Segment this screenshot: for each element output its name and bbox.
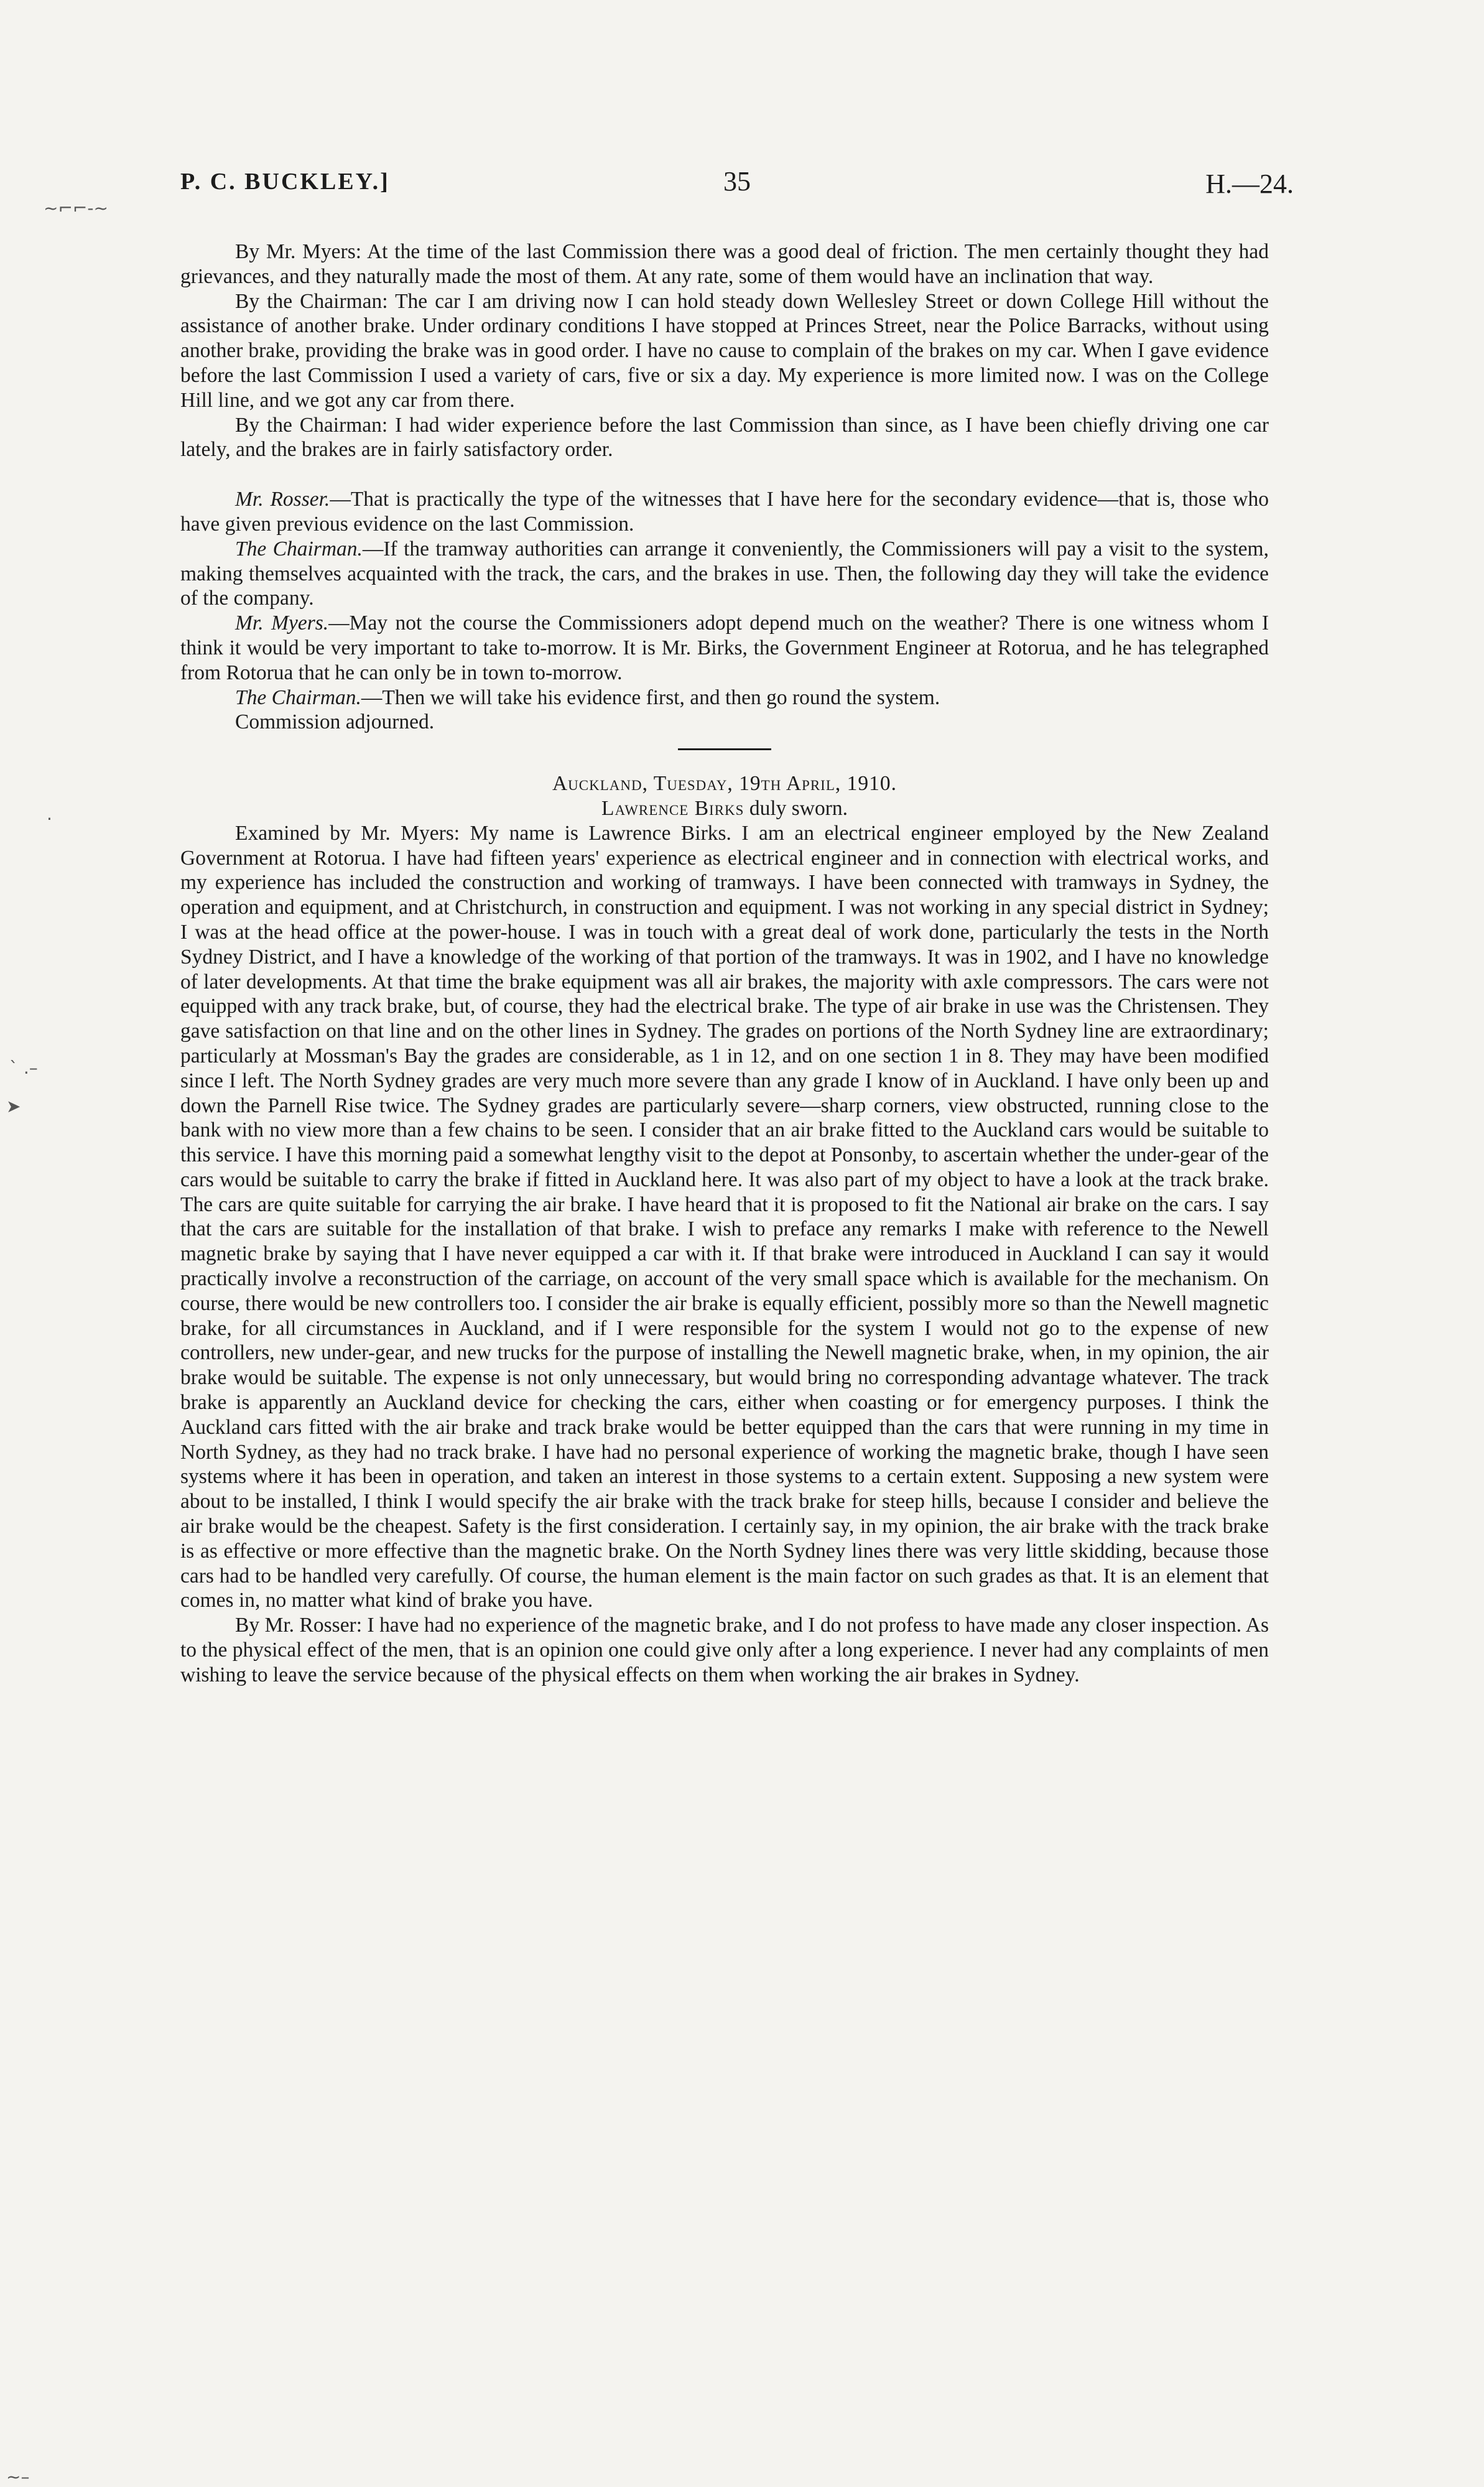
paragraph: Commission adjourned. xyxy=(235,710,435,734)
witness-name: Lawrence Birks xyxy=(601,796,744,820)
margin-mark: ~⌐⌐-~ xyxy=(44,198,108,218)
speech-text: —Then we will take his evidence first, and then go round the system. xyxy=(361,686,940,709)
paragraph: Examined by Mr. Myers: My name is Lawrence Birks. I am an electrical engineer employed by the New Zealand Government at Rotorua. I have had fifteen years' experience as electrical engineer and in connection with electrical works, and my experience has included the construction and working of tramways. I have been connected with tramways in Sydney, the operation and equipment, and at Christchurch, in construction and equipment. I was not working in any special district in Sydney; I was at the head office at the power-house. I was in touch with a great deal of work done, particularly the tests in the North Sydney District, and I have a knowledge of the working of that portion of the tramways. It was in 1902, and I have no knowledge of later developments. At that time the brake equipment was all air brakes, the majority with axle compressors. The cars were not equipped with any track brake, but, of course, they had the electrical brake. The type of air brake in use was the Christensen. They gave satisfaction on that line and on the other lines in Sydney. The grades on portions of the North Sydney line are extraordinary; particularly at Mossman's Bay the grades are considerable, as 1 in 12, and on one section 1 in 8. They may have been modified since I left. The North Sydney grades are very much more severe than any grade I know of in Auckland. I have only been up and down the Parnell Rise twice. The Sydney grades are particularly severe—sharp corners, view obstructed, running close to the bank with no view more than a few chains to be seen. I consider that an air brake fitted to the Auckland cars would be suitable to this service. I have this morning paid a somewhat lengthy visit to the depot at Ponsonby, to ascertain whether the under-gear of the cars would be suitable to carry the brake if fitted in Auckland here. It was also part of my object to have a look at the track brake. The cars are quite suitable for carrying the air brake. I have heard that it is proposed to fit the National air brake on the cars. I say that the cars are suitable for the installation of that brake. I wish to preface any remarks I make with reference to the Newell magnetic brake by saying that I have never equipped a car with it. If that brake were introduced in Auckland I can say it would practically involve a reconstruction of the carriage, on account of the very small space which is available for the mechanism. On course, there would be new controllers too. I consider the air brake is equally efficient, possibly more so than the Newell magnetic brake, for all circumstances in Auckland, and if I were responsible for the system I would not go to the expense of new controllers, new under-gear, and new trucks for the purpose of installing the Newell magnetic brake, when, in my opinion, the air brake would be suitable. The expense is not only unnecessary, but would bring no corresponding advantage whatever. The track brake is apparently an Auckland device for checking the cars, either when coasting or for emergency purposes. I think the Auckland cars fitted with the air brake and track brake would be better equipped than the cars that were running in my time in North Sydney, as they had no track brake. I have had no personal experience of working the magnetic brake, though I have seen systems where it has been in operation, and taken an interest in those systems to a certain extent. Supposing a new system were about to be installed, I think I would specify the air brake with the track brake for steep hills, because I consider and believe the air brake would be the cheapest. Safety is the first consideration. I certainly say, in my opinion, the air brake with the track brake is as effective or more effective than the magnetic brake. On the North Sydney lines there was very little skidding, because those cars had to be handled very carefully. Of course, the human element is the main factor on such grades as that. It is an element that comes in, no matter what kind of brake you have. xyxy=(180,821,1269,1612)
speaker-label: Mr. Rosser. xyxy=(235,488,330,511)
paragraph: By Mr. Rosser: I have had no experience of the magnetic brake, and I do not profess to have made any closer inspection. As to the physical effect of the men, that is an opinion one could give only after a long experience. I never had any complaints of men wishing to leave the service because of the physical effects on them when working the air brakes in Sydney. xyxy=(180,1614,1269,1686)
speech-text: —If the tramway authorities can arrange it conveniently, the Commissioners will pay a visit to the system, making themselves acquainted with the track, the cars, and the brakes in use. Then, the following day they will take the evidence of the company. xyxy=(180,537,1269,610)
session-heading: Auckland, Tuesday, 19th April, 1910. xyxy=(552,772,897,796)
document-reference: H.—24. xyxy=(1205,169,1294,199)
speaker-label: Mr. Myers. xyxy=(235,611,329,635)
witness-heading xyxy=(180,796,1269,821)
margin-mark: · xyxy=(47,809,52,829)
witness-sworn: duly sworn. xyxy=(744,796,848,820)
paragraph: By Mr. Myers: At the time of the last Commission there was a good deal of friction. The men certainly thought they had grievances, and they naturally made the most of them. At any rate, some of them would have an inclination that way. xyxy=(180,240,1269,288)
speaker-label: The Chairman. xyxy=(235,686,361,709)
margin-mark: ➤ xyxy=(6,1096,21,1117)
margin-mark: ˋ .– xyxy=(9,1058,38,1078)
paragraph: By the Chairman: I had wider experience before the last Commission than since, as I have been chiefly driving one car lately, and the brakes are in fairly satisfactory order. xyxy=(180,413,1269,462)
speech-text: —That is practically the type of the witnesses that I have here for the secondary evidence—that is, those who have given previous evidence on the last Commission. xyxy=(180,488,1269,536)
header-witness-name: P. C. BUCKLEY.] xyxy=(180,169,390,195)
page-number: 35 xyxy=(723,166,751,197)
margin-mark: ~– xyxy=(6,2466,30,2487)
paragraph: By the Chairman: The car I am driving now I can hold steady down Wellesley Street or down College Hill without the assistance of another brake. Under ordinary conditions I have stopped at Princes Street, near the Police Barracks, without using another brake, providing the brake was in good order. I have no cause to complain of the brakes on my car. When I gave evidence before the last Commission I used a variety of cars, five or six a day. My experience is more limited now. I was on the College Hill line, and we got any car from there. xyxy=(180,289,1269,412)
page-header xyxy=(180,168,1294,205)
section-divider xyxy=(678,748,771,750)
paragraph xyxy=(180,537,1269,611)
paragraph xyxy=(180,686,1269,710)
paragraph xyxy=(180,611,1269,685)
document-body xyxy=(180,239,1269,1688)
paragraph xyxy=(180,487,1269,537)
speech-text: —May not the course the Commissioners adopt depend much on the weather? There is one witness whom I think it would be very important to take to-morrow. It is Mr. Birks, the Government Engineer at Rotorua, and he has telegraphed from Rotorua that he can only be in town to-morrow. xyxy=(180,611,1269,684)
speaker-label: The Chairman. xyxy=(235,537,363,560)
spacer xyxy=(180,462,1269,487)
